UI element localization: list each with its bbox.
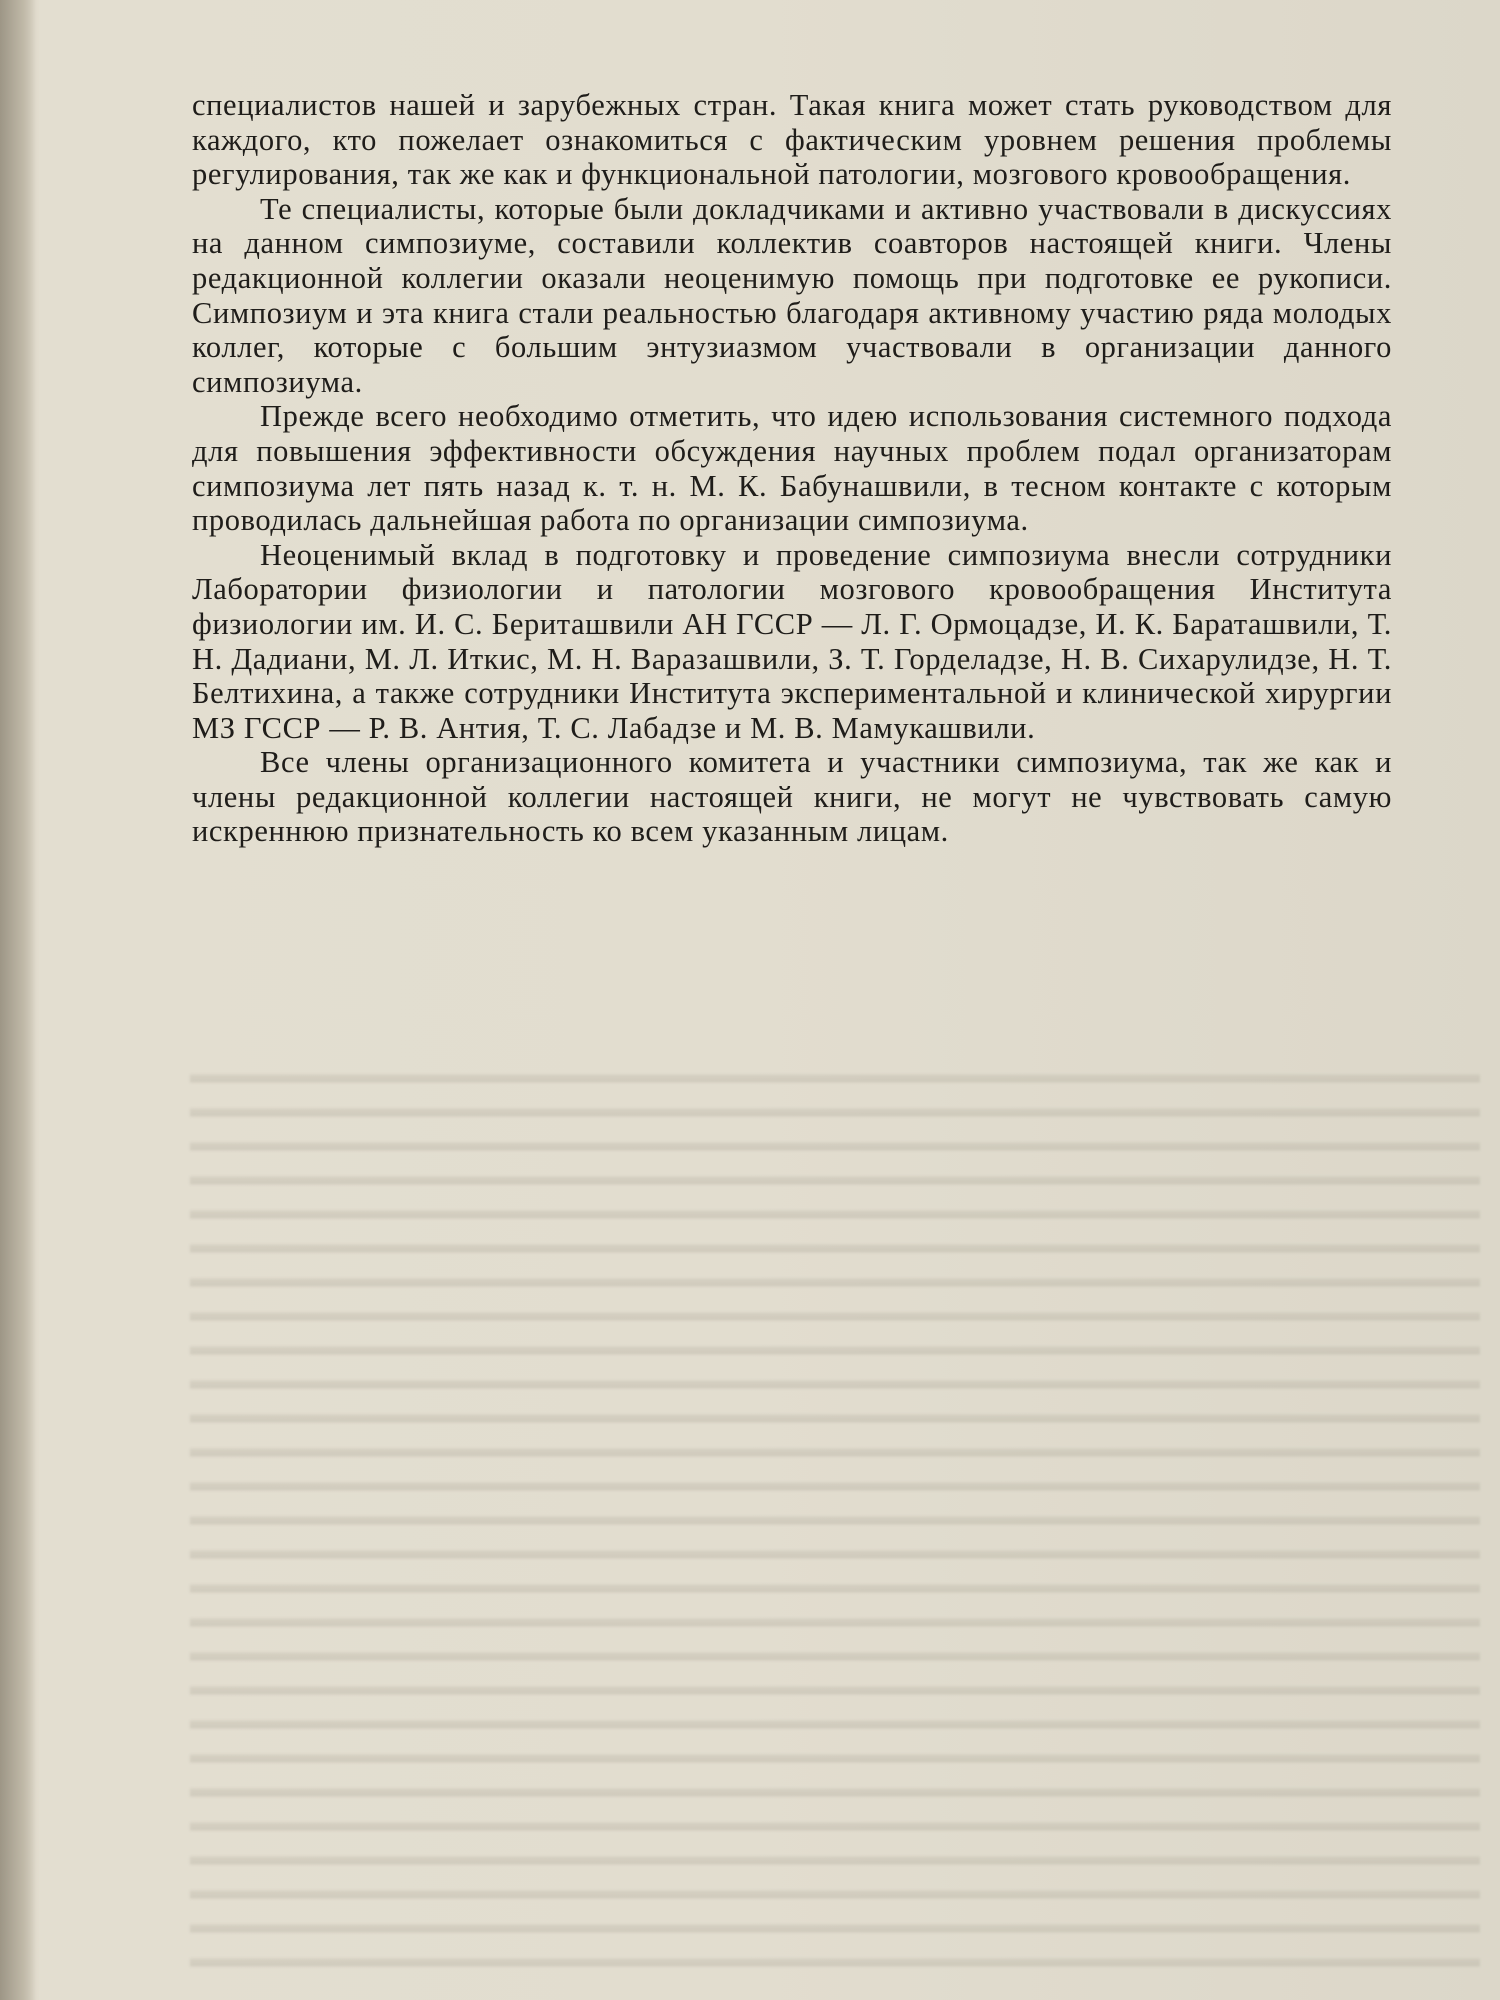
- show-through-text-area: [190, 1060, 1480, 1980]
- paragraph-5: Все члены организационного комитета и участники симпозиума, так же как и члены редакционной коллегии настоящей книги, не могут не чувствовать самую искреннюю признательность ко всем указанным лицам.: [192, 745, 1392, 849]
- paragraph-3: Прежде всего необходимо отметить, что идею использования системного подхода для повышения эффективности обсуждения научных проблем подал организаторам симпозиума лет пять назад к. т. н. М. К. Бабунашвили, в тесном контакте с которым проводилась дальнейшая работа по организации симпозиума.: [192, 399, 1392, 538]
- page-body-text: [192, 88, 1392, 849]
- paragraph-2: Те специалисты, которые были докладчиками и активно участвовали в дискуссиях на данном симпозиуме, составили коллектив соавторов настоящей книги. Члены редакционной коллегии оказали неоценимую помощь при подготовке ее рукописи. Симпозиум и эта книга стали реальностью благодаря активному участию ряда молодых коллег, которые с большим энтузиазмом участвовали в организации данного симпозиума.: [192, 191, 1392, 399]
- page-spine-shadow: [0, 0, 36, 2000]
- paragraph-4: Неоценимый вклад в подготовку и проведение симпозиума внесли сотрудники Лаборатории физиологии и патологии мозгового кровообращения Института физиологии им. И. С. Бериташвили АН ГССР — Л. Г. Ормоцадзе, И. К. Бараташвили, Т. Н. Дадиани, М. Л. Иткис, М. Н. Варазашвили, З. Т. Горделадзе, Н. В. Сихарулидзе, Н. Т. Белтихина, а также сотрудники Института экспериментальной и клинической хирургии МЗ ГССР — Р. В. Антия, Т. С. Лабадзе и М. В. Мамукашвили.: [192, 537, 1392, 745]
- paragraph-1: специалистов нашей и зарубежных стран. Такая книга может стать руководством для каждого, кто пожелает ознакомиться с фактическим уровнем решения проблемы регулирования, так же как и функциональной патологии, мозгового кровообращения.: [192, 88, 1392, 192]
